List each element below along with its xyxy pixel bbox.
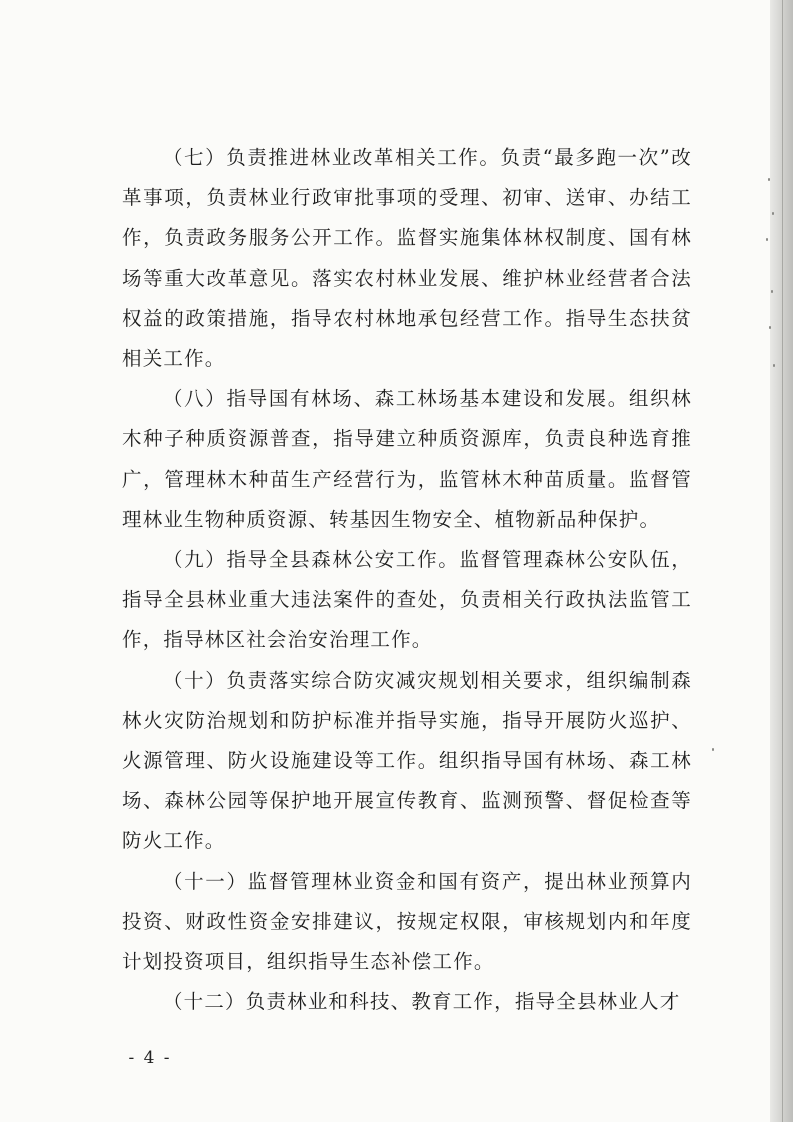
scan-speck <box>766 238 768 241</box>
paragraph-9: （九）指导全县森林公安工作。监督管理森林公安队伍，指导全县林业重大违法案件的查处，负责相关行政执法监管工作，指导林区社会治安治理工作。 <box>122 548 692 652</box>
paragraph-12: （十二）负责林业和科技、教育工作，指导全县林业人才 <box>162 990 681 1014</box>
scan-speck <box>712 748 714 751</box>
scan-speck <box>772 212 774 215</box>
scan-speck <box>768 178 770 181</box>
paragraph-10: （十）负责落实综合防灾减灾规划相关要求，组织编制森林火灾防治规划和防护标准并指导实施，指导开展防火巡护、火源管理、防火设施建设等工作。组织指导国有林场、森工林场、森林公园等保护地开展宣传教育、监测预警、督促检查等防火工作。 <box>122 668 692 853</box>
paragraph-7: （七）负责推进林业改革相关工作。负责“最多跑一次”改革事项，负责林业行政审批事项的受理、初审、送审、办结工作，负责政务服务公开工作。监督实施集体林权制度、国有林场等重大改革意见。落实农村林业发展、维护林业经营者合法权益的政策措施，指导农村林地承包经营工作。指导生态扶贫相关工作。 <box>122 146 692 371</box>
paragraph-11: （十一）监督管理林业资金和国有资产，提出林业预算内投资、财政性资金安排建议，按规定权限，审核规划内和年度计划投资项目，组织指导生态补偿工作。 <box>122 869 692 974</box>
scan-speck <box>769 326 771 329</box>
page-number: - 4 - <box>128 1048 172 1068</box>
scan-speck <box>773 364 775 367</box>
paragraph-8: （八）指导国有林场、森工林场基本建设和发展。组织林木种子种质资源普查，指导建立种质资源库，负责良种选育推广，管理林木种苗生产经营行为，监管林木种苗质量。监督管理林业生物种质资源、转基因生物安全、植物新品种保护。 <box>122 387 692 531</box>
scan-edge-line <box>782 0 783 1122</box>
body-text <box>122 138 692 1022</box>
scan-speck <box>771 290 773 293</box>
